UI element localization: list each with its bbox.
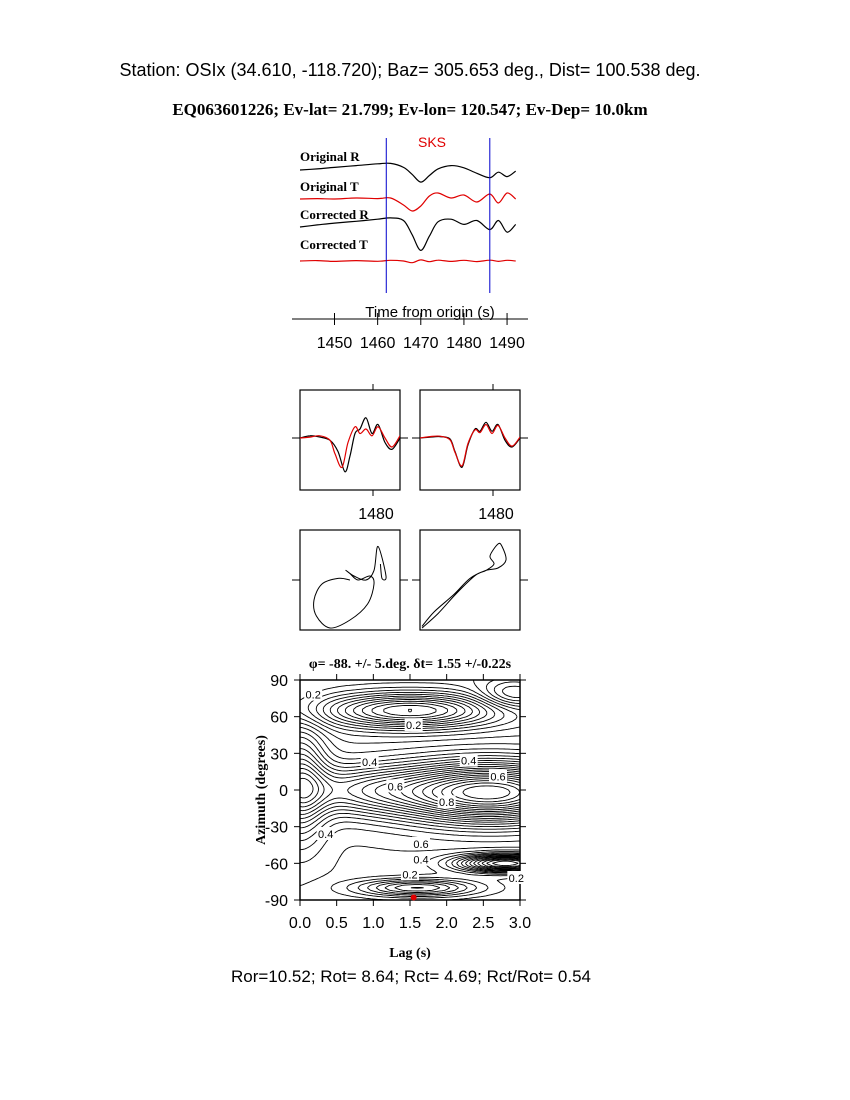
contour-label: 0.4 <box>461 755 477 768</box>
best-fit-marker <box>411 895 417 901</box>
ratios-line: Ror=10.52; Rot= 8.64; Rct= 4.69; Rct/Rot= 0.54 <box>230 967 592 986</box>
contour-label: 0.4 <box>318 829 334 841</box>
time-tick-label: 1450 <box>316 335 353 352</box>
contour-title: φ= -88. +/- 5.deg. δt= 1.55 +/-0.22s <box>308 657 512 672</box>
time-axis <box>292 313 528 352</box>
contour-line <box>492 861 518 866</box>
waveform-radial <box>300 418 400 472</box>
label-corrected-r: Corrected R <box>300 207 369 222</box>
contour-label: 0.2 <box>305 689 321 702</box>
waveform-transverse <box>420 424 520 466</box>
particle-motion-corrected <box>422 543 506 628</box>
contour-line <box>463 786 510 799</box>
label-original-r: Original R <box>300 149 360 164</box>
waveform-radial <box>420 422 520 467</box>
particle-motion-original <box>314 546 386 628</box>
contour-label: 0.2 <box>402 869 418 882</box>
contour-label: 0.4 <box>362 756 378 769</box>
contour-label: 0.8 <box>439 797 455 810</box>
tick-label: 1480 <box>358 506 394 523</box>
contour-label: 0.6 <box>387 781 403 794</box>
contour-xlabel: Lag (s) <box>389 946 431 961</box>
waveform-panel-right <box>412 384 528 523</box>
particle-motion-panel-right <box>412 530 528 630</box>
station-line: Station: OSIx (34.610, -118.720); Baz= 305.653 deg., Dist= 100.538 deg. <box>119 60 701 80</box>
particle-motion-panel-left <box>292 530 408 630</box>
time-tick-label: 1460 <box>359 335 396 352</box>
tick-label: 1480 <box>478 506 514 523</box>
x-tick-label: 0.0 <box>288 915 312 932</box>
time-tick-label: 1480 <box>446 335 482 352</box>
y-tick-label: 90 <box>270 673 288 690</box>
contour-label: 0.4 <box>413 854 429 867</box>
contour-label: 0.6 <box>413 838 429 851</box>
trace-corrected-t <box>300 260 516 263</box>
x-tick-label: 2.5 <box>472 915 495 932</box>
traces-panel <box>292 134 528 352</box>
y-tick-label: 30 <box>270 746 288 764</box>
contour-label: 0.2 <box>508 873 524 885</box>
waveform-transverse <box>300 427 400 468</box>
contour-ylabel: Azimuth (degrees) <box>254 735 269 845</box>
label-original-t: Original T <box>300 179 359 194</box>
x-tick-label: 2.0 <box>435 915 458 932</box>
time-tick-label: 1490 <box>489 335 525 352</box>
event-line: EQ063601226; Ev-lat= 21.799; Ev-lon= 120.547; Ev-Dep= 10.0km <box>172 100 648 119</box>
x-tick-label: 1.0 <box>362 915 385 932</box>
x-tick-label: 0.5 <box>325 915 348 932</box>
time-tick-label: 1470 <box>402 335 439 352</box>
y-tick-label: -30 <box>264 819 288 837</box>
time-axis-label: Time from origin (s) <box>365 304 495 321</box>
y-tick-label: 60 <box>270 709 288 727</box>
x-tick-label: 3.0 <box>508 915 532 932</box>
contour-label: 0.6 <box>490 771 506 784</box>
waveform-frame-left <box>300 390 400 490</box>
label-corrected-t: Corrected T <box>300 237 368 252</box>
waveform-panel-left <box>292 384 408 523</box>
contour-label: 0.2 <box>406 720 422 733</box>
phase-label: SKS <box>417 134 447 150</box>
y-tick-label: -60 <box>264 856 288 874</box>
contour-plot <box>254 657 531 961</box>
y-tick-label: 0 <box>279 783 288 800</box>
y-tick-label: -90 <box>264 893 288 910</box>
x-tick-label: 1.5 <box>398 915 422 932</box>
